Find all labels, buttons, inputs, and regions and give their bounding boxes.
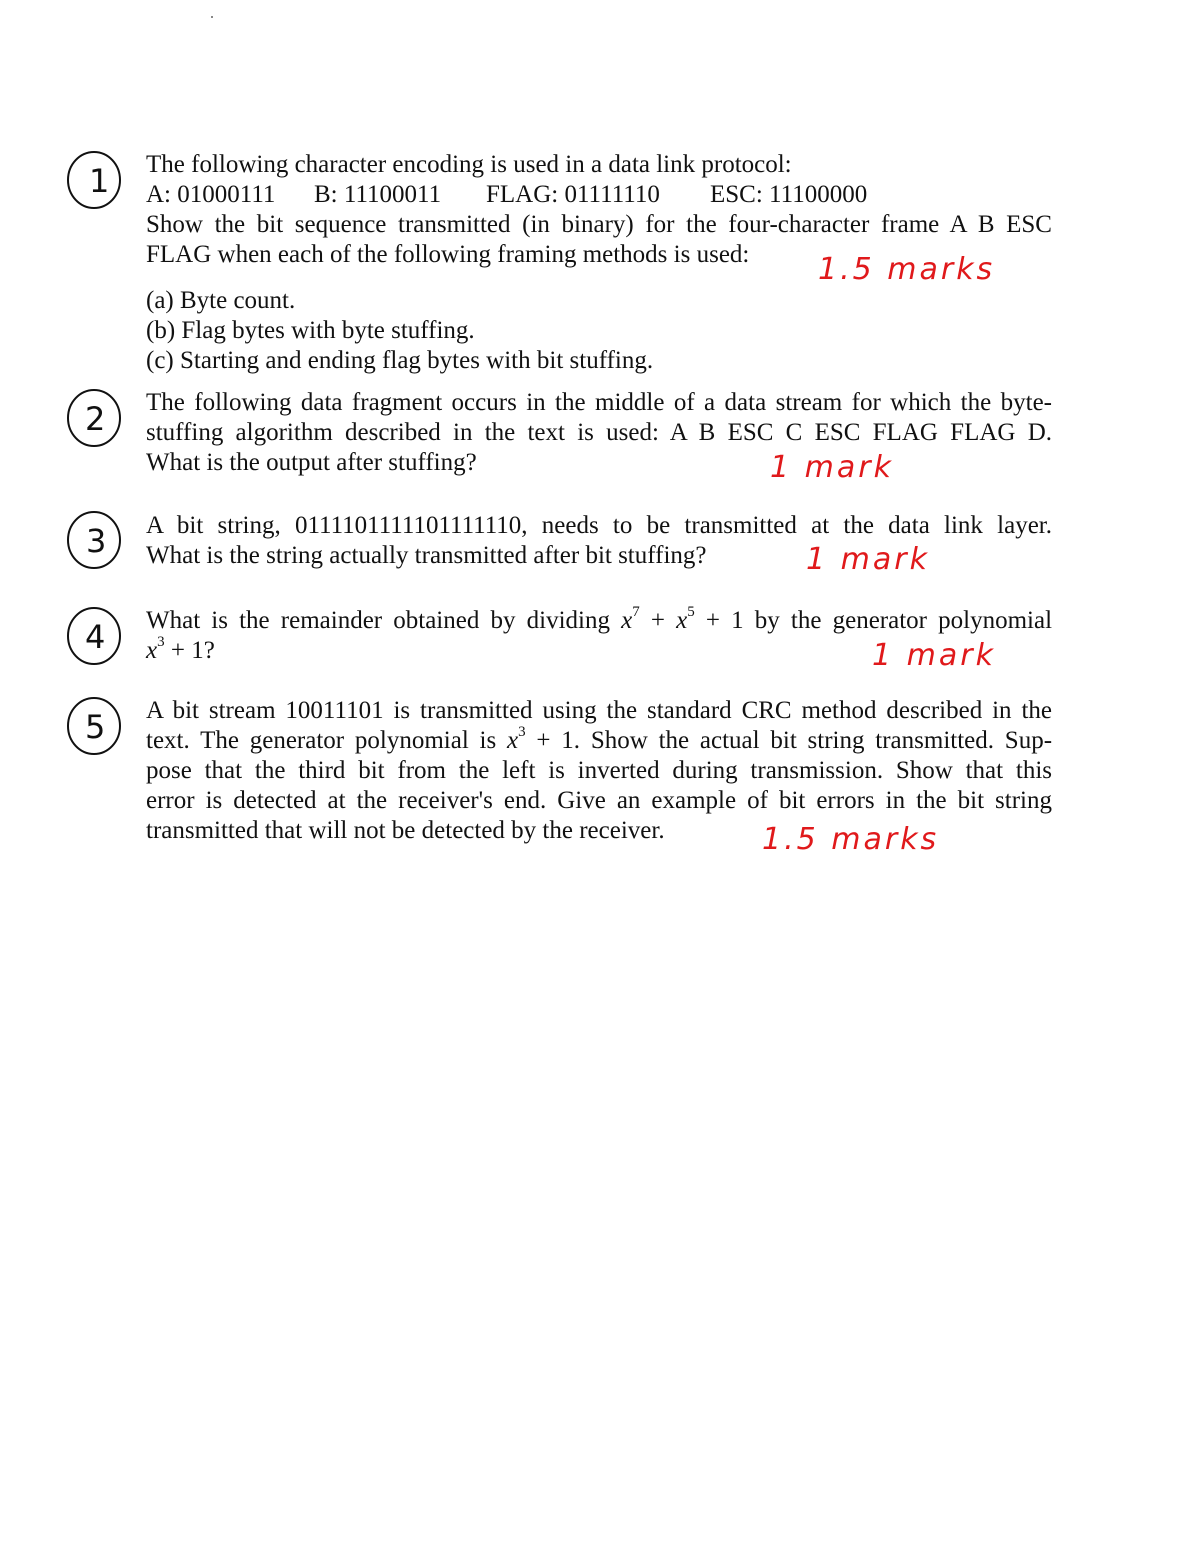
q5-line1: A bit stream 10011101 is transmitted using the standard CRC method described in the	[146, 697, 1052, 724]
q1-encoding-esc: ESC: 11100000	[710, 181, 868, 208]
q4-generator-polynomial: $x^3 + 1$?	[146, 633, 215, 664]
q1-encoding	[146, 180, 1052, 210]
q1-item-a: (a) Byte count.	[146, 287, 296, 314]
question-number-4-circle	[64, 606, 124, 666]
q2-line3: What is the output after stuffing?	[146, 449, 477, 476]
q3-marks-annotation: 1 mark	[806, 542, 930, 577]
q5-line2-prefix: text. The generator polynomial is	[146, 727, 497, 754]
q4-line1	[146, 603, 1053, 636]
q1-item-c: (c) Starting and ending flag bytes with bit stuffing.	[146, 347, 654, 374]
q4-dividend-polynomial: $x^7 + x^5 + 1$	[621, 603, 744, 634]
question-number-2: 2	[85, 400, 106, 438]
q5-line5: transmitted that will not be detected by the receiver.	[146, 817, 665, 844]
q1-encoding-b: B: 11100011	[314, 181, 442, 208]
q5-marks-annotation: 1.5 marks	[762, 822, 940, 857]
q3-line2: What is the string actually transmitted after bit stuffing?	[146, 542, 707, 569]
scan-speck	[211, 16, 213, 18]
question-number-3-circle	[64, 510, 124, 570]
q4-line1-suffix: by the generator polynomial	[754, 607, 1053, 634]
q4-line1-prefix: What is the remainder obtained by dividing	[146, 607, 610, 634]
q2-marks-annotation: 1 mark	[770, 450, 894, 485]
question-number-3: 3	[86, 522, 107, 560]
q2-line1: The following data fragment occurs in the middle of a data stream for which the byte-	[146, 389, 1052, 416]
q1-line3: Show the bit sequence transmitted (in binary) for the four-character frame A B ESC	[146, 211, 1052, 238]
q1-encoding-flag: FLAG: 01111110	[486, 181, 660, 208]
q5-line4: error is detected at the receiver's end. Give an example of bit errors in the bit string	[146, 787, 1052, 814]
q5-line2-suffix: Show the actual bit string transmitted. Sup-	[590, 727, 1053, 754]
q1-marks-annotation: 1.5 marks	[818, 252, 996, 287]
q4-marks-annotation: 1 mark	[872, 638, 996, 673]
q5-generator-polynomial: $x^3 + 1$.	[507, 723, 581, 754]
q1-item-b: (b) Flag bytes with byte stuffing.	[146, 317, 475, 344]
question-number-1-circle	[64, 150, 124, 210]
q1-line4: FLAG when each of the following framing methods is used:	[146, 241, 750, 268]
q1-intro: The following character encoding is used in a data link protocol:	[146, 151, 792, 178]
q2-line2: stuffing algorithm described in the text is used: A B ESC C ESC FLAG FLAG D.	[146, 419, 1052, 446]
q3-line1: A bit string, 0111101111101111110, needs to be transmitted at the data link layer.	[146, 512, 1052, 539]
question-number-5: 5	[85, 708, 106, 746]
question-2	[146, 388, 1052, 478]
q5-line2	[146, 723, 1053, 756]
q1-encoding-a: A: 01000111	[146, 181, 276, 208]
question-number-1: 1	[89, 162, 110, 200]
question-number-4: 4	[85, 618, 106, 656]
q5-line3: pose that the third bit from the left is inverted during transmission. Show that this	[146, 757, 1052, 784]
q1-items	[146, 286, 1052, 376]
question-number-2-circle	[64, 388, 124, 448]
question-number-5-circle	[64, 696, 124, 756]
